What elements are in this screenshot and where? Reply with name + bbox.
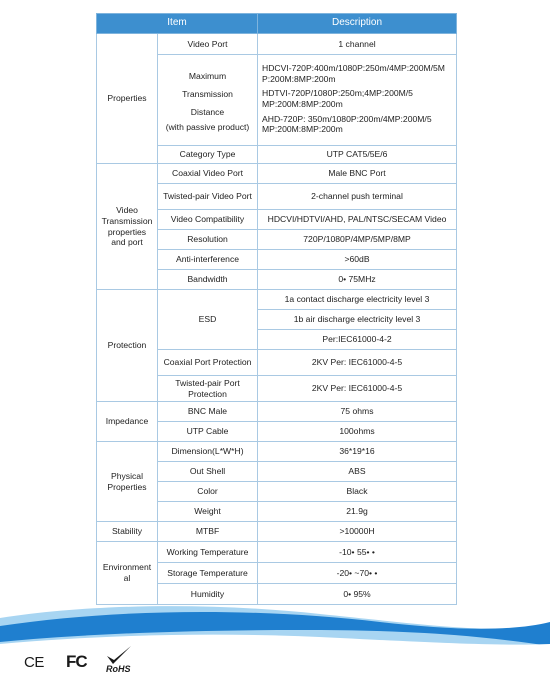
- group-stability: Stability: [97, 522, 158, 542]
- value-storage-temperature: -20• ~70• •: [258, 563, 457, 584]
- param-line: Transmission: [182, 88, 233, 99]
- table-row: [97, 522, 457, 542]
- param-color: Color: [158, 482, 258, 502]
- value-category-type: UTP CAT5/5E/6: [258, 146, 457, 164]
- group-properties: Properties: [97, 34, 158, 164]
- value-esd-air: 1b air discharge electricity level 3: [258, 310, 457, 330]
- value-max-distance: [258, 55, 457, 146]
- distance-hdtvi: HDTVI-720P/1080P:250m;4MP:200M/5 MP:200M:8MP:200m: [262, 88, 413, 109]
- ce-mark-icon: CE: [24, 654, 44, 671]
- value-esd-standard: Per:IEC61000-4-2: [258, 330, 457, 350]
- param-video-compatibility: Video Compatibility: [158, 210, 258, 230]
- value-dimension: 36*19*16: [258, 442, 457, 462]
- table-row: [97, 402, 457, 422]
- value-utp-cable: 100ohms: [258, 422, 457, 442]
- value-bnc-male: 75 ohms: [258, 402, 457, 422]
- param-video-port: Video Port: [158, 34, 258, 55]
- value-working-temperature: -10• 55• •: [258, 542, 457, 563]
- spec-table: [96, 13, 457, 605]
- value-humidity: 0• 95%: [258, 584, 457, 605]
- value-twisted-video-port: 2-channel push terminal: [258, 184, 457, 210]
- param-mtbf: MTBF: [158, 522, 258, 542]
- param-twisted-protection: Twisted-pair Port Protection: [158, 376, 258, 402]
- param-resolution: Resolution: [158, 230, 258, 250]
- value-mtbf: >10000H: [258, 522, 457, 542]
- group-video-transmission: Video Transmission properties and port: [97, 164, 158, 290]
- fc-mark-icon: FC: [66, 652, 87, 671]
- param-anti-interference: Anti-interference: [158, 250, 258, 270]
- table-row: [97, 442, 457, 462]
- rohs-check-icon: [107, 646, 131, 664]
- param-weight: Weight: [158, 502, 258, 522]
- header-description: Description: [258, 14, 457, 34]
- param-category-type: Category Type: [158, 146, 258, 164]
- table-row: [97, 34, 457, 55]
- table-row: [97, 164, 457, 184]
- value-video-compatibility: HDCVI/HDTVI/AHD, PAL/NTSC/SECAM Video: [258, 210, 457, 230]
- header-row: [97, 14, 457, 34]
- param-line: (with passive product): [165, 122, 250, 133]
- value-esd-contact: 1a contact discharge electricity level 3: [258, 290, 457, 310]
- rohs-mark-icon: [103, 644, 137, 674]
- group-physical: Physical Properties: [97, 442, 158, 522]
- param-humidity: Humidity: [158, 584, 258, 605]
- param-working-temperature: Working Temperature: [158, 542, 258, 563]
- param-dimension: Dimension(L*W*H): [158, 442, 258, 462]
- value-twisted-protection: 2KV Per: IEC61000-4-5: [258, 376, 457, 402]
- param-bandwidth: Bandwidth: [158, 270, 258, 290]
- value-weight: 21.9g: [258, 502, 457, 522]
- value-resolution: 720P/1080P/4MP/5MP/8MP: [258, 230, 457, 250]
- param-storage-temperature: Storage Temperature: [158, 563, 258, 584]
- param-line: Distance: [190, 107, 225, 117]
- group-environmental: Environment al: [97, 542, 158, 605]
- value-coaxial-protection: 2KV Per: IEC61000-4-5: [258, 350, 457, 376]
- param-bnc-male: BNC Male: [158, 402, 258, 422]
- group-protection: Protection: [97, 290, 158, 402]
- param-max-distance: [158, 55, 258, 146]
- value-coaxial-video-port: Male BNC Port: [258, 164, 457, 184]
- table-row: [97, 290, 457, 310]
- param-coaxial-video-port: Coaxial Video Port: [158, 164, 258, 184]
- param-line: Maximum: [188, 70, 227, 81]
- value-bandwidth: 0• 75MHz: [258, 270, 457, 290]
- header-item: Item: [97, 14, 258, 34]
- rohs-label: RoHS: [106, 664, 131, 674]
- group-impedance: Impedance: [97, 402, 158, 442]
- value-video-port: 1 channel: [258, 34, 457, 55]
- param-esd: ESD: [158, 290, 258, 350]
- param-out-shell: Out Shell: [158, 462, 258, 482]
- footer-wave: [0, 600, 550, 686]
- value-anti-interference: >60dB: [258, 250, 457, 270]
- distance-ahd: AHD-720P: 350m/1080P:200m/4MP:200M/5 MP:200M:8MP:200m: [262, 113, 432, 135]
- value-color: Black: [258, 482, 457, 502]
- param-twisted-video-port: Twisted-pair Video Port: [158, 184, 258, 210]
- table-row: [97, 542, 457, 563]
- param-coaxial-protection: Coaxial Port Protection: [158, 350, 258, 376]
- value-out-shell: ABS: [258, 462, 457, 482]
- distance-hdcvi: HDCVI-720P:400m/1080P:250m/4MP:200M/5M P:200M:8MP:200m: [262, 62, 445, 84]
- param-utp-cable: UTP Cable: [158, 422, 258, 442]
